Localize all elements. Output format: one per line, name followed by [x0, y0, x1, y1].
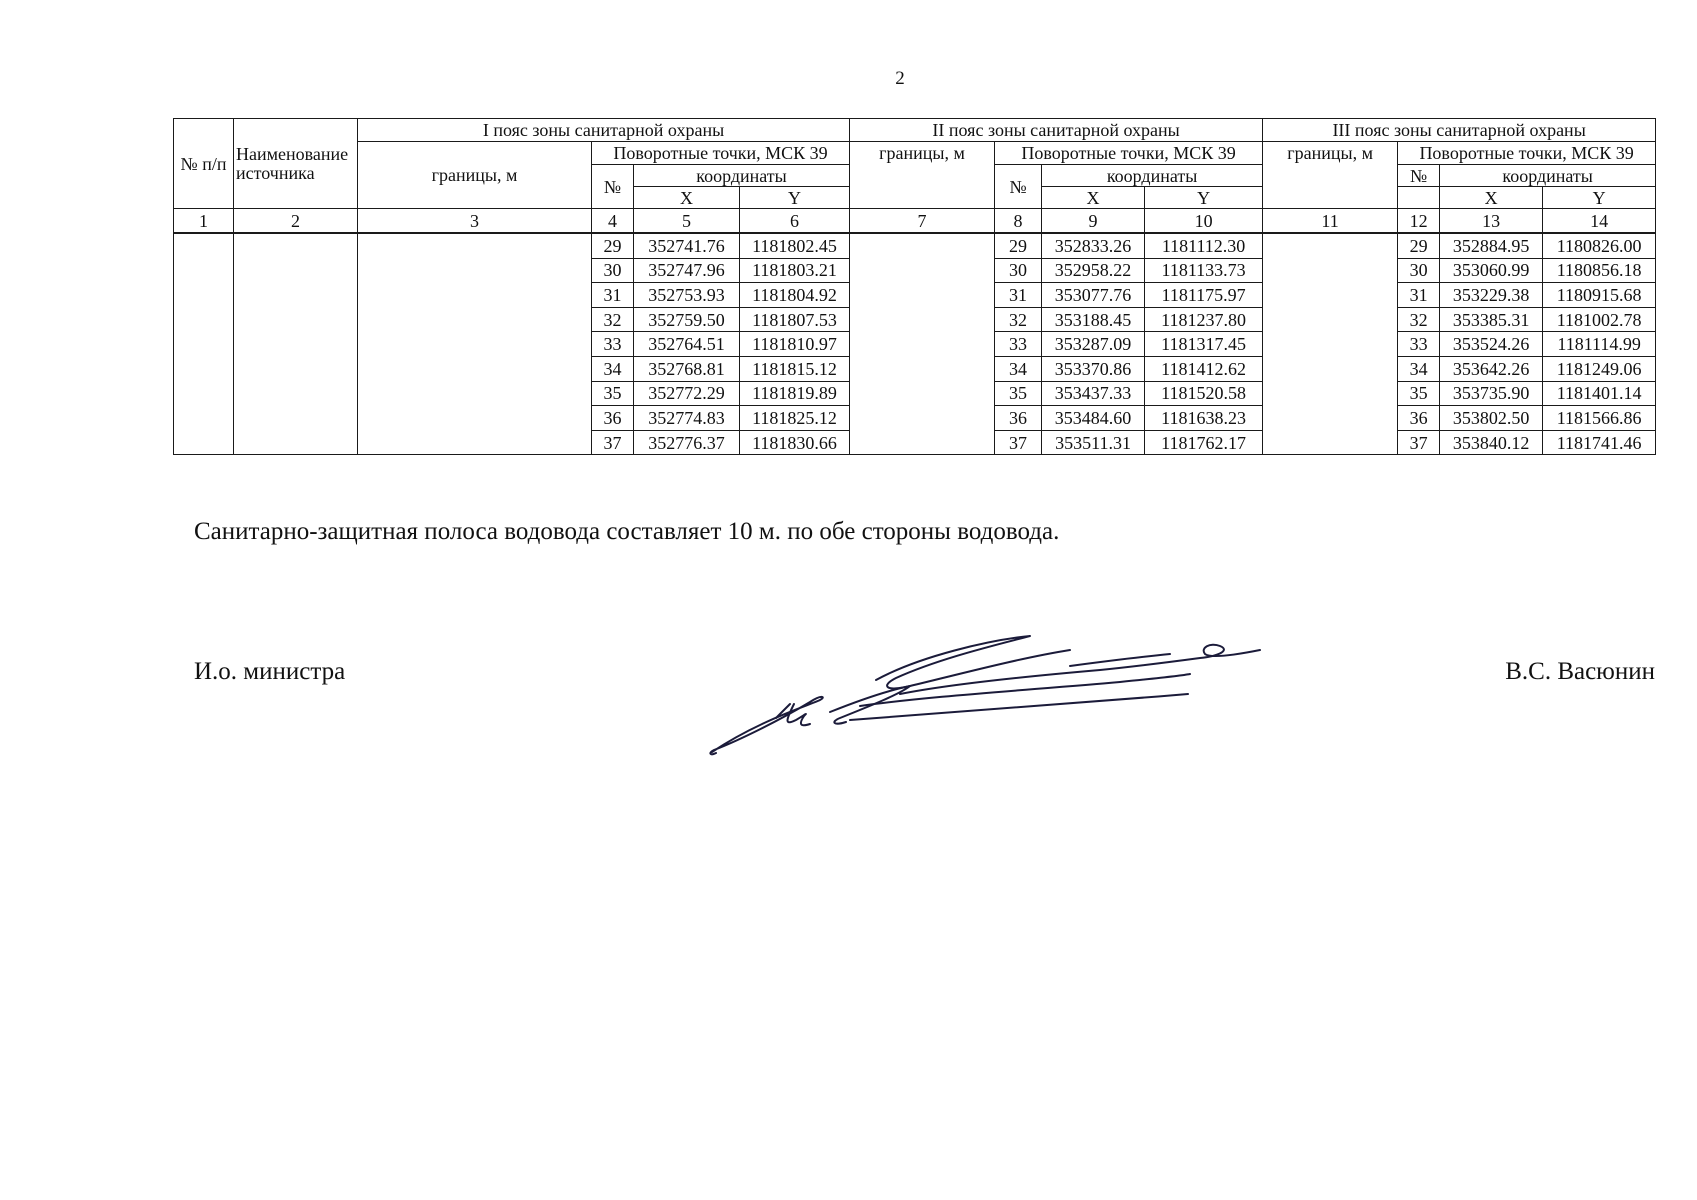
signatory-name: В.С. Васюнин	[1505, 658, 1655, 685]
zone-1-y: 1181825.12	[740, 406, 850, 431]
header-zone-2-coords: координаты	[1042, 165, 1263, 187]
zone-3-x: 353802.50	[1440, 406, 1543, 431]
col-number: 13	[1440, 209, 1543, 234]
zone-2-y: 1181412.62	[1145, 356, 1263, 381]
zone-1-point-no: 35	[592, 381, 634, 406]
zone-2-x: 353077.76	[1042, 283, 1145, 308]
zone-1-y: 1181802.45	[740, 233, 850, 258]
header-zone-3: III пояс зоны санитарной охраны	[1263, 119, 1656, 142]
zone-2-point-no: 35	[995, 381, 1042, 406]
zone-3-x: 353060.99	[1440, 258, 1543, 283]
zone-2-x: 353437.33	[1042, 381, 1145, 406]
col-number: 7	[850, 209, 995, 234]
zone-1-x: 352776.37	[634, 430, 740, 455]
zone-1-borders-cell	[358, 233, 592, 455]
row-number-cell	[174, 233, 234, 455]
col-number: 14	[1543, 209, 1656, 234]
zone-2-x: 353188.45	[1042, 307, 1145, 332]
header-row-number: № п/п	[174, 119, 234, 209]
zone-3-point-no: 29	[1398, 233, 1440, 258]
col-number: 2	[234, 209, 358, 234]
header-source-name: Наименование источника	[234, 119, 358, 209]
col-number: 5	[634, 209, 740, 234]
header-zone-3-y: Y	[1543, 187, 1656, 209]
zone-1-y: 1181804.92	[740, 283, 850, 308]
header-zone-1-coords: координаты	[634, 165, 850, 187]
zone-1-x: 352759.50	[634, 307, 740, 332]
handwritten-signature	[700, 600, 1280, 770]
header-zone-1-borders: границы, м	[358, 142, 592, 209]
zone-1-x: 352774.83	[634, 406, 740, 431]
zone-2-point-no: 36	[995, 406, 1042, 431]
zone-3-x: 353840.12	[1440, 430, 1543, 455]
col-number: 12	[1398, 209, 1440, 234]
header-zone-3-points: Поворотные точки, МСК 39	[1398, 142, 1656, 165]
header-zone-3-borders-blank	[1263, 165, 1398, 187]
zone-2-borders-cell	[850, 233, 995, 455]
zone-1-point-no: 33	[592, 332, 634, 357]
zone-3-x: 353642.26	[1440, 356, 1543, 381]
table-body	[174, 233, 1656, 455]
header-zone-1-points: Поворотные точки, МСК 39	[592, 142, 850, 165]
zone-1-point-no: 31	[592, 283, 634, 308]
zone-3-y: 1181741.46	[1543, 430, 1656, 455]
zone-2-y: 1181317.45	[1145, 332, 1263, 357]
header-zone-2-borders-blank	[850, 165, 995, 187]
zone-2-y: 1181762.17	[1145, 430, 1263, 455]
col-number: 3	[358, 209, 592, 234]
zone-2-x: 353287.09	[1042, 332, 1145, 357]
zone-1-x: 352741.76	[634, 233, 740, 258]
col-number: 8	[995, 209, 1042, 234]
zone-3-x: 353524.26	[1440, 332, 1543, 357]
zone-3-y: 1181002.78	[1543, 307, 1656, 332]
header-zone-2-borders-blank-2	[850, 187, 995, 209]
zone-2-point-no: 37	[995, 430, 1042, 455]
header-zone-1: I пояс зоны санитарной охраны	[358, 119, 850, 142]
zone-2-x: 353511.31	[1042, 430, 1145, 455]
zone-1-point-no: 37	[592, 430, 634, 455]
zone-3-y: 1180856.18	[1543, 258, 1656, 283]
zone-3-point-no: 32	[1398, 307, 1440, 332]
zone-1-y: 1181819.89	[740, 381, 850, 406]
zone-1-x: 352747.96	[634, 258, 740, 283]
zone-2-y: 1181520.58	[1145, 381, 1263, 406]
zone-3-x: 353229.38	[1440, 283, 1543, 308]
col-number: 6	[740, 209, 850, 234]
zone-3-y: 1181566.86	[1543, 406, 1656, 431]
zone-3-point-no: 34	[1398, 356, 1440, 381]
zone-2-y: 1181112.30	[1145, 233, 1263, 258]
zone-2-x: 353370.86	[1042, 356, 1145, 381]
zone-1-x: 352768.81	[634, 356, 740, 381]
zone-3-point-no: 36	[1398, 406, 1440, 431]
header-zone-1-y: Y	[740, 187, 850, 209]
zone-2-point-no: 29	[995, 233, 1042, 258]
col-number: 4	[592, 209, 634, 234]
zone-3-point-no: 33	[1398, 332, 1440, 357]
zone-2-point-no: 30	[995, 258, 1042, 283]
zone-3-point-no: 31	[1398, 283, 1440, 308]
zone-2-y: 1181175.97	[1145, 283, 1263, 308]
zone-1-x: 352764.51	[634, 332, 740, 357]
zone-2-point-no: 33	[995, 332, 1042, 357]
zone-1-point-no: 29	[592, 233, 634, 258]
zone-3-y: 1181401.14	[1543, 381, 1656, 406]
signatory-position: И.о. министра	[194, 658, 346, 685]
coordinates-table	[173, 118, 1656, 455]
header-zone-3-no: №	[1398, 165, 1440, 187]
header-zone-1-no: №	[592, 165, 634, 209]
header-zone-2-borders: границы, м	[850, 142, 995, 165]
header-zone-2-x: X	[1042, 187, 1145, 209]
zone-3-y: 1180826.00	[1543, 233, 1656, 258]
header-zone-2-points: Поворотные точки, МСК 39	[995, 142, 1263, 165]
header-zone-3-x: X	[1440, 187, 1543, 209]
col-number: 1	[174, 209, 234, 234]
header-zone-2-y: Y	[1145, 187, 1263, 209]
zone-2-point-no: 34	[995, 356, 1042, 381]
col-number: 9	[1042, 209, 1145, 234]
zone-3-borders-cell	[1263, 233, 1398, 455]
zone-3-y: 1180915.68	[1543, 283, 1656, 308]
source-name-cell	[234, 233, 358, 455]
note-text: Санитарно-защитная полоса водовода составляет 10 м. по обе стороны водовода.	[194, 518, 1060, 545]
zone-1-x: 352753.93	[634, 283, 740, 308]
header-zone-3-borders: границы, м	[1263, 142, 1398, 165]
zone-2-y: 1181638.23	[1145, 406, 1263, 431]
zone-3-y: 1181114.99	[1543, 332, 1656, 357]
zone-3-point-no: 37	[1398, 430, 1440, 455]
zone-3-x: 353735.90	[1440, 381, 1543, 406]
zone-3-point-no: 35	[1398, 381, 1440, 406]
zone-3-x: 352884.95	[1440, 233, 1543, 258]
zone-2-x: 352958.22	[1042, 258, 1145, 283]
zone-3-y: 1181249.06	[1543, 356, 1656, 381]
header-zone-2-no: №	[995, 165, 1042, 209]
col-number: 10	[1145, 209, 1263, 234]
table-row	[174, 233, 1656, 258]
zone-2-point-no: 32	[995, 307, 1042, 332]
zone-1-x: 352772.29	[634, 381, 740, 406]
zone-2-y: 1181133.73	[1145, 258, 1263, 283]
zone-2-x: 352833.26	[1042, 233, 1145, 258]
header-zone-3-borders-blank-2	[1263, 187, 1398, 209]
zone-1-y: 1181807.53	[740, 307, 850, 332]
zone-2-x: 353484.60	[1042, 406, 1145, 431]
zone-1-point-no: 34	[592, 356, 634, 381]
header-zone-2: II пояс зоны санитарной охраны	[850, 119, 1263, 142]
zone-1-y: 1181810.97	[740, 332, 850, 357]
zone-1-y: 1181803.21	[740, 258, 850, 283]
zone-2-y: 1181237.80	[1145, 307, 1263, 332]
zone-1-y: 1181815.12	[740, 356, 850, 381]
header-zone-1-x: X	[634, 187, 740, 209]
page-number: 2	[895, 68, 905, 89]
header-zone-3-no-blank	[1398, 187, 1440, 209]
zone-1-y: 1181830.66	[740, 430, 850, 455]
zone-1-point-no: 32	[592, 307, 634, 332]
zone-3-x: 353385.31	[1440, 307, 1543, 332]
header-zone-3-coords: координаты	[1440, 165, 1656, 187]
zone-3-point-no: 30	[1398, 258, 1440, 283]
zone-1-point-no: 36	[592, 406, 634, 431]
zone-1-point-no: 30	[592, 258, 634, 283]
zone-2-point-no: 31	[995, 283, 1042, 308]
col-number: 11	[1263, 209, 1398, 234]
